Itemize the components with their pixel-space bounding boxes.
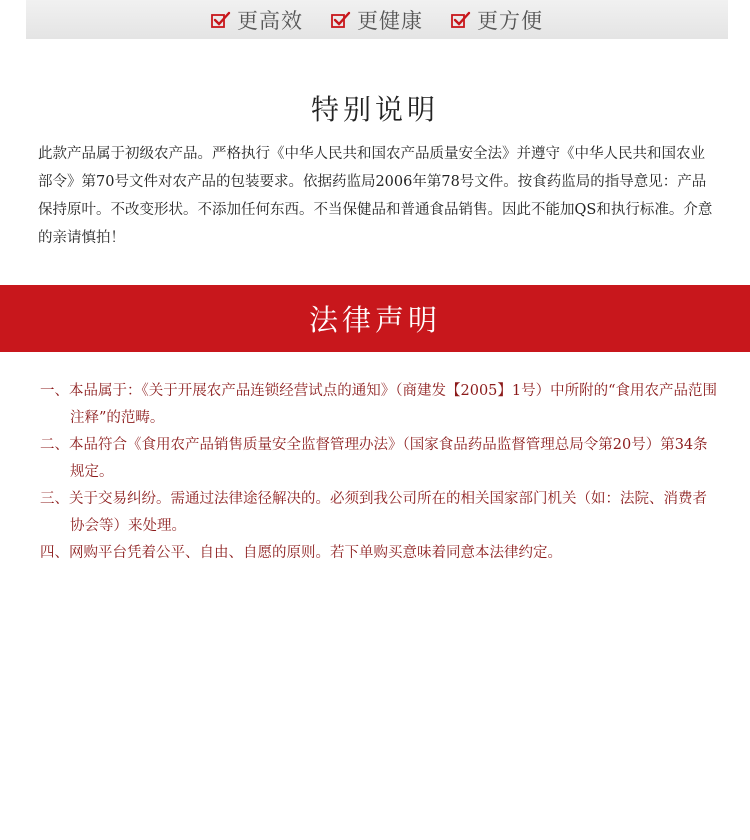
feature-label: 更方便 xyxy=(477,8,543,33)
feature-label: 更健康 xyxy=(357,8,423,33)
legal-item: 四、网购平台凭着公平、自由、自愿的原则。若下单购买意味着同意本法律约定。 xyxy=(40,545,562,561)
checkbox-check-icon xyxy=(451,11,471,29)
legal-item: 二、本品符合《食用农产品销售质量安全监督管理办法》（国家食品药品监督管理总局令第20号）第34条规定。 xyxy=(40,437,708,480)
feature-bar xyxy=(26,0,728,39)
legal-list xyxy=(40,378,720,567)
feature-convenient xyxy=(451,5,543,35)
checkbox-check-icon xyxy=(331,11,351,29)
feature-healthy xyxy=(331,5,423,35)
special-notice-title: 特别说明 xyxy=(310,93,439,126)
checkbox-check-icon xyxy=(211,11,231,29)
legal-banner xyxy=(0,285,750,352)
legal-item: 一、本品属于：《关于开展农产品连锁经营试点的通知》（商建发【2005】1号）中所附的“食用农产品范围注释”的范畴。 xyxy=(40,383,718,426)
feature-label: 更高效 xyxy=(237,8,303,33)
legal-item: 三、关于交易纠纷。需通过法律途径解决的。必须到我公司所在的相关国家部门机关（如：法院、消费者协会等）来处理。 xyxy=(40,491,707,534)
legal-title: 法律声明 xyxy=(308,303,441,337)
special-notice-body: 此款产品属于初级农产品。严格执行《中华人民共和国农产品质量安全法》并遵守《中华人民共和国农业部令》第70号文件对农产品的包装要求。依据药监局2006年第78号文件。按食药监局的指导意见：产品保持原叶。不改变形状。不添加任何东西。不当保健品和普通食品销售。因此不能加QS和执行标准。介意的亲请慎拍！ xyxy=(38,146,713,246)
feature-efficient xyxy=(211,5,303,35)
